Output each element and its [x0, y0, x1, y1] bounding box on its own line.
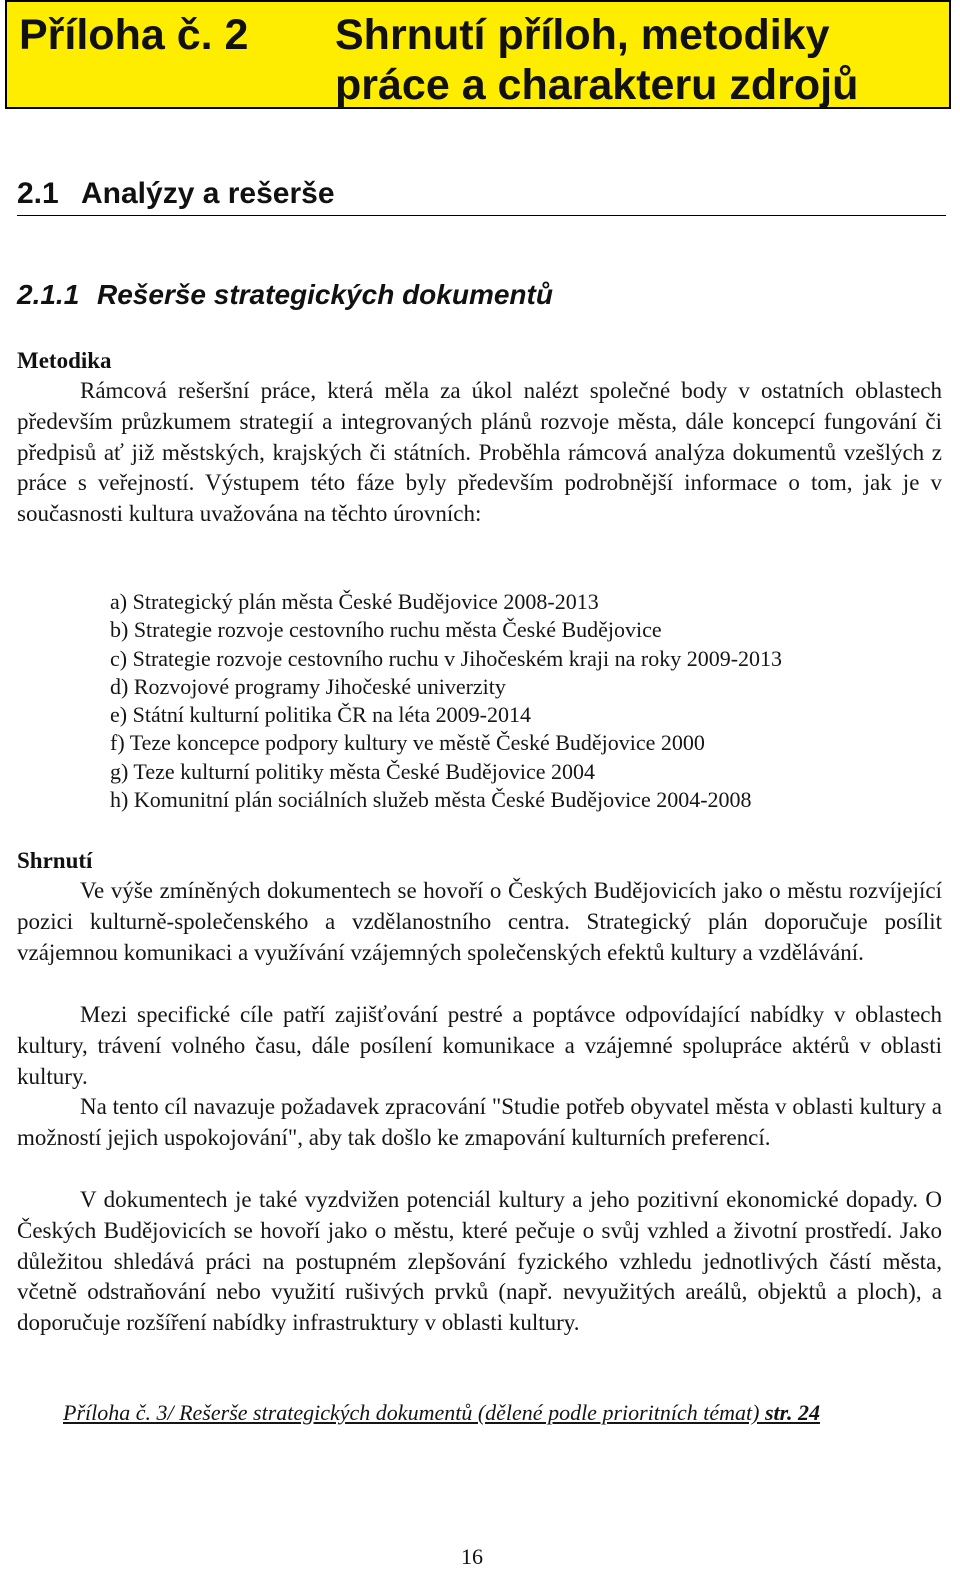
- chapter-header: [5, 0, 951, 109]
- appendix-number: Příloha č. 2: [19, 11, 249, 59]
- section-heading: [17, 175, 946, 216]
- reference-page: str. 24: [764, 1400, 821, 1425]
- subsection-number: 2.1.1: [17, 279, 80, 310]
- list-item: g) Teze kulturní politiky města České Budějovice 2004: [110, 758, 596, 784]
- chapter-title-line-1: Shrnutí příloh, metodiky: [335, 11, 830, 59]
- list-item: b) Strategie rozvoje cestovního ruchu města České Budějovice: [110, 617, 662, 643]
- summary-paragraph-2: Mezi specifické cíle patří zajišťování pestré a poptávce odpovídající nabídky v oblastech kultury, trávení volného času, dále posílení komunikace a vzájemné spolupráce aktérů v oblasti kultury.: [17, 1002, 942, 1089]
- summary-heading: Shrnutí: [17, 848, 93, 873]
- list-item: a) Strategický plán města České Budějovice 2008-2013: [110, 589, 599, 614]
- subsection-title: Rešerše strategických dokumentů: [97, 279, 553, 310]
- list-item: c) Strategie rozvoje cestovního ruchu v Jihočeském kraji na roky 2009-2013: [110, 645, 783, 671]
- subsection-heading: [17, 278, 553, 312]
- list-item: f) Teze koncepce podpory kultury ve městě České Budějovice 2000: [110, 730, 705, 756]
- document-list: [110, 588, 782, 814]
- methodology-heading: Metodika: [17, 348, 112, 373]
- chapter-title-line-2: práce a charakteru zdrojů: [335, 61, 859, 109]
- section-number: 2.1: [17, 177, 59, 210]
- reference-text: Příloha č. 3/ Rešerše strategických dokumentů (dělené podle prioritních témat): [63, 1400, 760, 1425]
- summary-paragraph-4: V dokumentech je také vyzdvižen potenciál kultury a jeho pozitivní ekonomické dopady. O Českých Budějovicích se hovoří jako o městu, které pečuje o svůj vzhled a životní prostředí. Jako důležitou shledává práci na postupném zlepšování fyzického vzhledu jednotlivých částí města, včetně odstraňování nebo využití rušivých prvků (např. nevyužitých areálů, objektů a ploch), a doporučuje rozšíření nabídky infrastruktury v oblasti kultury.: [17, 1187, 942, 1336]
- list-item: d) Rozvojové programy Jihočeské univerzity: [110, 673, 506, 699]
- methodology-paragraph: Rámcová rešeršní práce, která měla za úkol nalézt společné body v ostatních oblastech především průzkumem strategií a integrovaných plánů rozvoje města, dále koncepcí fungování či předpisů ať již městských, krajských či státních. Proběhla rámcová analýza dokumentů vzešlých z práce s veřejností. Výstupem této fáze byly především podrobnější informace o tom, jak je v současnosti kultura uvažována na těchto úrovních:: [17, 378, 942, 527]
- section-title: Analýzy a rešerše: [81, 177, 335, 210]
- list-item: e) Státní kulturní politika ČR na léta 2009-2014: [110, 702, 531, 728]
- summary-paragraph-1: Ve výše zmíněných dokumentech se hovoří o Českých Budějovicích jako o městu rozvíjející pozici kulturně-společenského a vzdělanostního centra. Strategický plán doporučuje posílit vzájemnou komunikaci a využívání vzájemných společenských efektů kultury a vzdělávání.: [17, 878, 942, 965]
- list-item: h) Komunitní plán sociálních služeb města České Budějovice 2004-2008: [110, 787, 752, 813]
- appendix-reference-link[interactable]: [63, 1399, 820, 1427]
- summary-paragraph-3: Na tento cíl navazuje požadavek zpracování "Studie potřeb obyvatel města v oblasti kultury a možností jejich uspokojování", aby tak došlo ke zmapování kulturních preferencí.: [17, 1094, 942, 1150]
- chapter-title: [335, 10, 858, 110]
- page-number: 16: [461, 1544, 483, 1569]
